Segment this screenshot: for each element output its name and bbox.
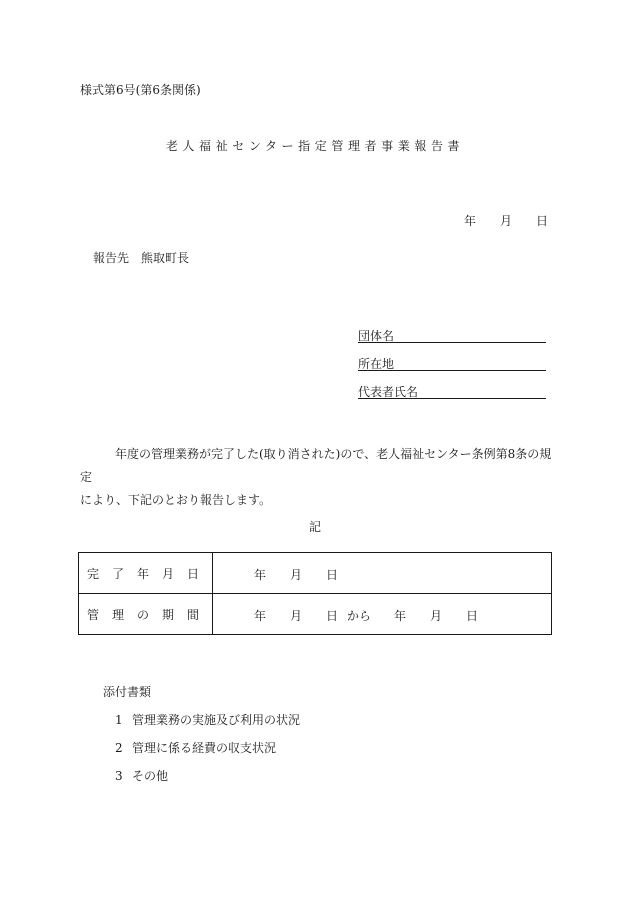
- completion-year: 年: [254, 568, 267, 582]
- period-end-day: 日: [466, 609, 479, 623]
- attachments-title: 添付書類: [103, 685, 152, 699]
- period-end-year: 年: [394, 609, 407, 623]
- address-label: 所在地: [358, 357, 395, 371]
- representative-name-field: [358, 383, 546, 399]
- period-kara: から: [347, 609, 372, 623]
- address-field: [358, 355, 546, 371]
- body-line-2: により、下記のとおり報告します。: [80, 493, 272, 507]
- representative-name-label: 代表者氏名: [358, 385, 419, 399]
- date-month: 月: [500, 214, 513, 228]
- completion-day: 日: [326, 568, 339, 582]
- attachment-number: 1: [115, 713, 123, 727]
- completion-month: 月: [290, 568, 303, 582]
- attachment-number: 2: [115, 741, 123, 755]
- organization-name-label: 団体名: [358, 329, 395, 343]
- organization-name-field: [358, 327, 546, 343]
- list-item: [115, 711, 300, 728]
- attachment-text: 管理に係る経費の収支状況: [132, 741, 277, 755]
- table-row: [79, 553, 552, 594]
- ki-heading: 記: [308, 520, 321, 534]
- attachment-text: 管理業務の実施及び利用の状況: [132, 713, 301, 727]
- management-period-value: [213, 594, 552, 635]
- recipient: 報告先 熊取町長: [93, 251, 190, 265]
- period-end-month: 月: [430, 609, 443, 623]
- form-number-label: 様式第6号(第6条関係): [80, 83, 201, 97]
- date-year: 年: [464, 214, 477, 228]
- attachment-number: 3: [115, 769, 123, 783]
- document-title: 老人福祉センター指定管理者事業報告書: [165, 139, 465, 153]
- attachment-text: その他: [132, 769, 169, 783]
- period-start-month: 月: [290, 609, 303, 623]
- list-item: [115, 739, 276, 756]
- body-line-1: 年度の管理業務が完了した(取り消された)ので、老人福祉センター条例第8条の規定: [80, 447, 552, 484]
- period-start-day: 日: [326, 609, 339, 623]
- list-item: [115, 767, 168, 784]
- report-info-table: [78, 552, 552, 635]
- management-period-label: 管理の期間: [79, 594, 213, 635]
- period-start-year: 年: [254, 609, 267, 623]
- table-row: [79, 594, 552, 635]
- report-body: [80, 443, 555, 512]
- date-day: 日: [536, 214, 549, 228]
- completion-date-label: 完了年月日: [79, 553, 213, 594]
- completion-date-value: [213, 553, 552, 594]
